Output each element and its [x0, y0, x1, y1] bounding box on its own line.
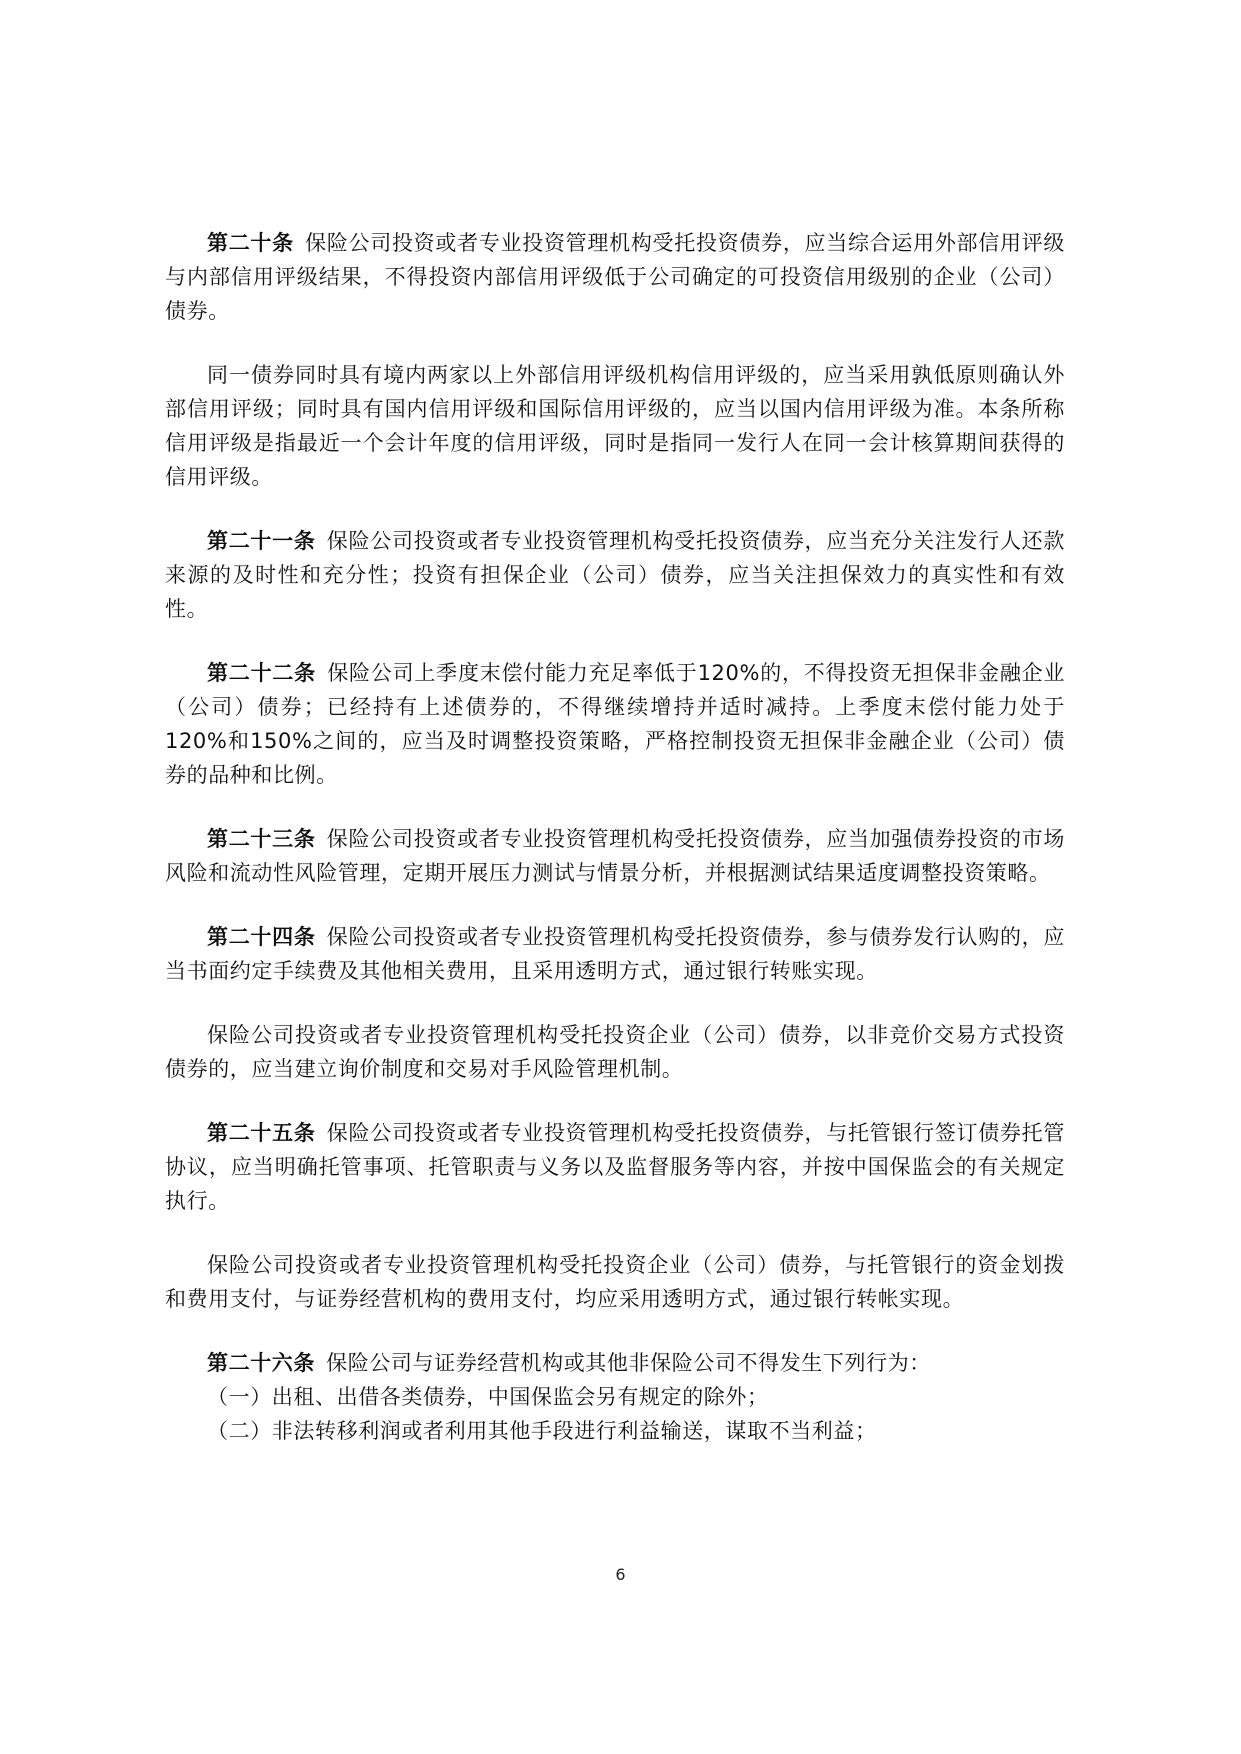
article-20-label: 第二十条 [207, 231, 294, 255]
article-22-text: 保险公司上季度末偿付能力充足率低于120%的，不得投资无担保非金融企业（公司）债券；已经持有上述债券的，不得继续增持并适时减持。上季度末偿付能力处于120%和150%之间的，应当及时调整投资策略，严格控制投资无担保非金融企业（公司）债券的品种和比例。 [165, 661, 1065, 787]
article-26-label: 第二十六条 [207, 1351, 315, 1375]
article-24-text: 保险公司投资或者专业投资管理机构受托投资债券，参与债券发行认购的，应当书面约定手续费及其他相关费用，且采用透明方式，通过银行转账实现。 [165, 925, 1065, 983]
article-22-paragraph [165, 656, 1065, 792]
document-body [165, 226, 1065, 1448]
article-20-paragraph-2: 同一债券同时具有境内两家以上外部信用评级机构信用评级的，应当采用孰低原则确认外部信用评级；同时具有国内信用评级和国际信用评级的，应当以国内信用评级为准。本条所称信用评级是指最近一个会计年度的信用评级，同时是指同一发行人在同一会计核算期间获得的信用评级。 [165, 363, 1065, 489]
article-24-label: 第二十四条 [207, 925, 316, 949]
article-20-text: 保险公司投资或者专业投资管理机构受托投资债券，应当综合运用外部信用评级与内部信用评级结果，不得投资内部信用评级低于公司确定的可投资信用级别的企业（公司）债券。 [165, 231, 1066, 323]
article-24-paragraph [165, 920, 1065, 988]
article-24-paragraph-2: 保险公司投资或者专业投资管理机构受托投资企业（公司）债券，以非竞价交易方式投资债券的，应当建立询价制度和交易对手风险管理机制。 [165, 1023, 1065, 1081]
article-26-item-1: （一）出租、出借各类债券，中国保监会另有规定的除外； [207, 1385, 769, 1409]
article-22-label: 第二十二条 [207, 661, 316, 685]
article-20-paragraph [165, 226, 1065, 328]
article-23-label: 第二十三条 [207, 827, 316, 851]
article-26-item-2: （二）非法转移利润或者利用其他手段进行利益输送，谋取不当利益； [207, 1419, 877, 1443]
article-23-paragraph [165, 822, 1065, 890]
article-26-paragraph [165, 1346, 1065, 1380]
article-25-label: 第二十五条 [207, 1121, 316, 1145]
article-21-label: 第二十一条 [207, 529, 316, 553]
page-number: 6 [615, 1565, 626, 1584]
article-21-paragraph [165, 524, 1065, 626]
article-25-paragraph-2: 保险公司投资或者专业投资管理机构受托投资企业（公司）债券，与托管银行的资金划拨和费用支付，与证券经营机构的费用支付，均应采用透明方式，通过银行转帐实现。 [165, 1253, 1065, 1311]
article-26-text: 保险公司与证券经营机构或其他非保险公司不得发生下列行为： [326, 1351, 931, 1375]
article-25-text: 保险公司投资或者专业投资管理机构受托投资债券，与托管银行签订债券托管协议，应当明确托管事项、托管职责与义务以及监督服务等内容，并按中国保监会的有关规定执行。 [165, 1121, 1065, 1213]
article-25-paragraph [165, 1116, 1065, 1218]
article-23-text: 保险公司投资或者专业投资管理机构受托投资债券，应当加强债券投资的市场风险和流动性风险管理，定期开展压力测试与情景分析，并根据测试结果适度调整投资策略。 [165, 827, 1065, 885]
article-21-text: 保险公司投资或者专业投资管理机构受托投资债券，应当充分关注发行人还款来源的及时性和充分性；投资有担保企业（公司）债券，应当关注担保效力的真实性和有效性。 [165, 529, 1065, 621]
